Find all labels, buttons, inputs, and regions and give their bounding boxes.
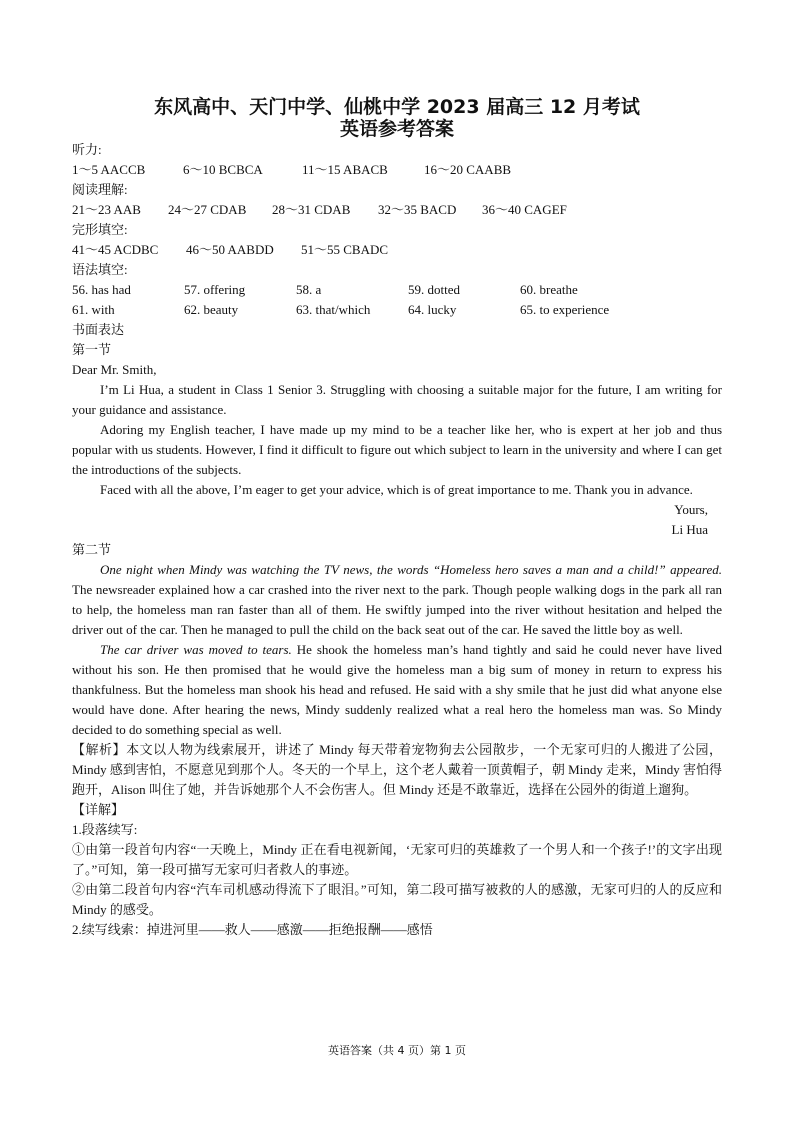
analysis-block [72,740,722,800]
section-1-label: 第一节 [72,342,112,357]
grammar-answer: 64. lucky [408,302,457,317]
answer-group: 24～27 CDAB [168,202,247,217]
document-title: 东风高中、天门中学、仙桃中学 2023 届高三 12 月考试 [154,96,640,118]
letter-paragraph: I’m Li Hua, a student in Class 1 Senior 3. Struggling with choosing a suitable major for the future, I am writing for your guidance and assistance. [72,382,722,417]
paragraph-body: The newsreader explained how a car crashed into the river next to the park. Though people walking dogs in the park all ran to help, the homeless man ran faster than all of them. He swiftly jumped into the river without hesitation and helped the driver out of the car. Then he managed to pull the child on the back seat out of the car. He saved the little boy as well. [72,582,722,637]
details-item-1-title: 1.段落续写: [72,822,138,837]
grammar-answer: 61. with [72,302,115,317]
story-paragraph-1 [72,560,722,640]
writing-label: 书面表达 [72,322,125,337]
details-item-2: 2.续写线索：掉进河里——救人——感激——拒绝报酬——感悟 [72,922,433,937]
grammar-answer: 63. that/which [296,302,371,317]
letter-paragraph: Adoring my English teacher, I have made up my mind to be a teacher like her, who is expert at her job and thus popular with us students. However, I find it difficult to figure out which subject to learn in the university and where I can get the introductions of the subjects. [72,422,722,477]
grammar-row-1 [72,280,722,300]
grammar-row-2 [72,300,722,320]
answer-group: 51～55 CBADC [301,242,389,257]
details-item-1a: ①由第一段首句内容“一天晚上，Mindy 正在看电视新闻，‘无家可归的英雄救了一个男人和一个孩子!’的文字出现了。”可知，第一段可描写无家可归者救人的事迹。 [72,842,722,877]
answer-group: 41～45 ACDBC [72,242,159,257]
answer-group: 32～35 BACD [378,202,457,217]
paragraph-opening: The car driver was moved to tears. [100,642,292,657]
answer-group: 11～15 ABACB [302,162,388,177]
paragraph-opening: One night when Mindy was watching the TV news, the words “Homeless hero saves a man and a child!” appeared. [100,562,722,577]
page-footer: 英语答案（共 4 页）第 1 页 [328,1044,466,1057]
answer-sheet [72,96,722,940]
grammar-answer: 56. has had [72,282,131,297]
details-item-1b: ②由第二段首句内容“汽车司机感动得流下了眼泪。”可知，第二段可描写被救的人的感激，无家可归的人的反应和 Mindy 的感受。 [72,882,722,917]
reading-label: 阅读理解: [72,182,128,197]
grammar-label: 语法填空: [72,262,128,277]
details-label: 【详解】 [72,802,125,817]
cloze-label: 完形填空: [72,222,128,237]
answer-group: 1～5 AACCB [72,162,146,177]
grammar-answer: 59. dotted [408,282,460,297]
answer-group: 46～50 AABDD [186,242,274,257]
cloze-answers [72,240,722,260]
answer-group: 28～31 CDAB [272,202,351,217]
listening-label: 听力: [72,142,102,157]
answer-group: 6～10 BCBCA [183,162,263,177]
answer-group: 36～40 CAGEF [482,202,567,217]
story-paragraph-2 [72,640,722,740]
reading-answers [72,200,722,220]
grammar-answer: 60. breathe [520,282,578,297]
analysis-label: 【解析】 [72,742,127,757]
letter-signature: Li Hua [671,522,708,537]
letter-paragraph: Faced with all the above, I’m eager to get your advice, which is of great importance to me. Thank you in advance. [100,482,693,497]
grammar-answer: 57. offering [184,282,246,297]
letter-closing: Yours, [674,502,708,517]
grammar-answer: 65. to experience [520,302,610,317]
listening-answers [72,160,722,180]
section-2-label: 第二节 [72,542,112,557]
letter-greeting: Dear Mr. Smith, [72,362,157,377]
document-subtitle: 英语参考答案 [339,118,454,140]
grammar-answer: 58. a [296,282,322,297]
answer-group: 21～23 AAB [72,202,141,217]
answer-group: 16～20 CAABB [424,162,512,177]
analysis-text: 本文以人物为线索展开，讲述了 Mindy 每天带着宠物狗去公园散步，一个无家可归的人搬进了公园，Mindy 感到害怕，不愿意见到那个人。冬天的一个早上，这个老人戴着一顶黄帽子，朝 Mindy 走来，Mindy 害怕得跑开，Alison 叫住了她，并告诉她那个人不会伤害人。但 Mindy 还是不敢靠近，选择在公园外的街道上遛狗。 [72,742,723,797]
grammar-answer: 62. beauty [184,302,239,317]
paragraph-body: He shook the homeless man’s hand tightly and said he could never have lived without his son. He then promised that he would give the homeless man a big sum of money in return to express his thankfulness. But the homeless man shook his head and refused. He said with a shy smile that he just did what anyone else would have done. After hearing the news, Mindy suddenly realized what a real hero the homeless man was. So Mindy decided to do something special as well. [72,642,722,737]
